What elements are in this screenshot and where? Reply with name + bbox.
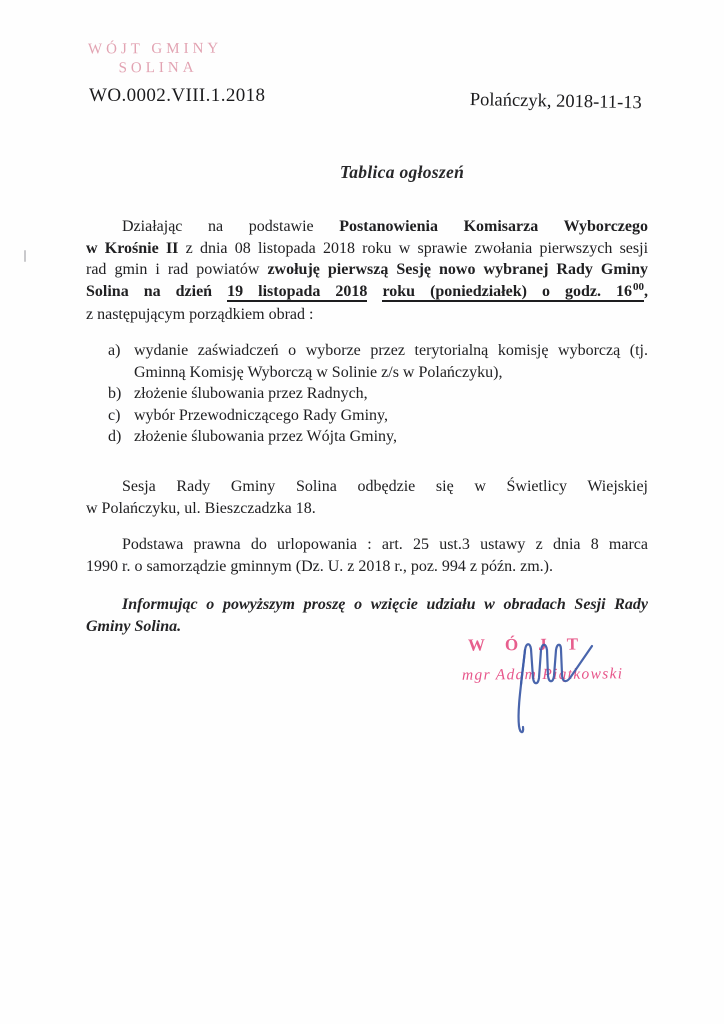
office-stamp-line1: WÓJT GMINY [87, 40, 223, 58]
intro-line3-normal: rad gmin i rad powiatów [86, 261, 268, 278]
closing-note-line-2: Gminy Solina. [86, 617, 182, 635]
list-item [108, 426, 648, 448]
time-superscript: 00 [633, 280, 645, 293]
signature-stamp-title: WÓJT [467, 634, 599, 655]
closing-note-paragraph [86, 594, 648, 637]
intro-line3-bold: zwołuję pierwszą Sesję nowo wybranej Rady Gminy [267, 261, 649, 278]
list-marker: a) [108, 342, 121, 359]
intro-line-2 [86, 238, 648, 260]
intro-line4-bold: Solina na dzień [86, 282, 228, 300]
list-item-text: złożenie ślubowania przez Wójta Gminy, [134, 428, 398, 445]
list-item [108, 405, 648, 427]
intro-lead: Działając na podstawie [122, 218, 340, 235]
list-item [108, 340, 648, 383]
list-item-text: wybór Przewodniczącego Rady Gminy, [134, 406, 388, 424]
intro-paragraph [86, 216, 648, 326]
intro-after-authority: z dnia 08 listopada 2018 roku w sprawie zwołania pierwszych sesji [178, 239, 649, 257]
intro-comma: , [644, 282, 649, 300]
intro-line-1 [86, 216, 648, 238]
intro-line-4 [86, 281, 648, 305]
intro-line-5: z następującym porządkiem obrad : [86, 306, 314, 323]
list-item [108, 383, 648, 405]
venue-paragraph [86, 476, 648, 519]
legal-basis-line-1: Podstawa prawna do urlopowania : art. 25 ust.3 ustawy z dnia 8 marca [122, 536, 648, 553]
venue-line-2: w Polańczyku, ul. Bieszczadzka 18. [86, 499, 316, 517]
list-item-text: złożenie ślubowania przez Radnych, [134, 385, 368, 402]
page-title: Tablica ogłoszeń [339, 162, 465, 182]
scan-artifact-mark [24, 250, 26, 262]
session-time-text: roku (poniedziałek) o godz. 16 [382, 282, 633, 300]
office-stamp [88, 40, 228, 79]
dateline: Polańczyk, 2018-11-13 [469, 90, 642, 114]
office-stamp-line2: SOLINA [118, 59, 198, 77]
legal-basis-paragraph [86, 534, 648, 577]
agenda-list [108, 340, 648, 448]
signature-name: mgr Adam Piątkowski [461, 665, 624, 684]
closing-note-line-1: Informując o powyższym proszę o wzięcie udziału w obradach Sesji Rady [122, 596, 648, 613]
list-item-text: wydanie zaświadczeń o wyborze przez terytorialną komisję wyborczą (tj. Gminną Komisję Wyborczą w Solinie z/s w Polańczyku), [134, 342, 648, 381]
reference-number: WO.0002.VIII.1.2018 [89, 85, 266, 106]
venue-line-1: Sesja Rady Gminy Solina odbędzie się w Świetlicy Wiejskiej [122, 478, 648, 495]
intro-authority2-bold: w Krośnie II [86, 239, 179, 257]
word-gap [367, 283, 382, 300]
handwritten-signature [495, 634, 605, 739]
legal-basis-line-2: 1990 r. o samorządzie gminnym (Dz. U. z 2018 r., poz. 994 z późn. zm.). [86, 557, 553, 575]
session-date-underlined: 19 listopada 2018 [227, 282, 368, 300]
session-time-underlined [382, 280, 645, 302]
list-marker: d) [108, 428, 122, 445]
intro-line-3 [86, 259, 648, 281]
intro-authority-bold: Postanowienia Komisarza Wyborczego [339, 218, 649, 235]
list-marker: c) [108, 406, 121, 424]
list-marker: b) [108, 385, 122, 402]
